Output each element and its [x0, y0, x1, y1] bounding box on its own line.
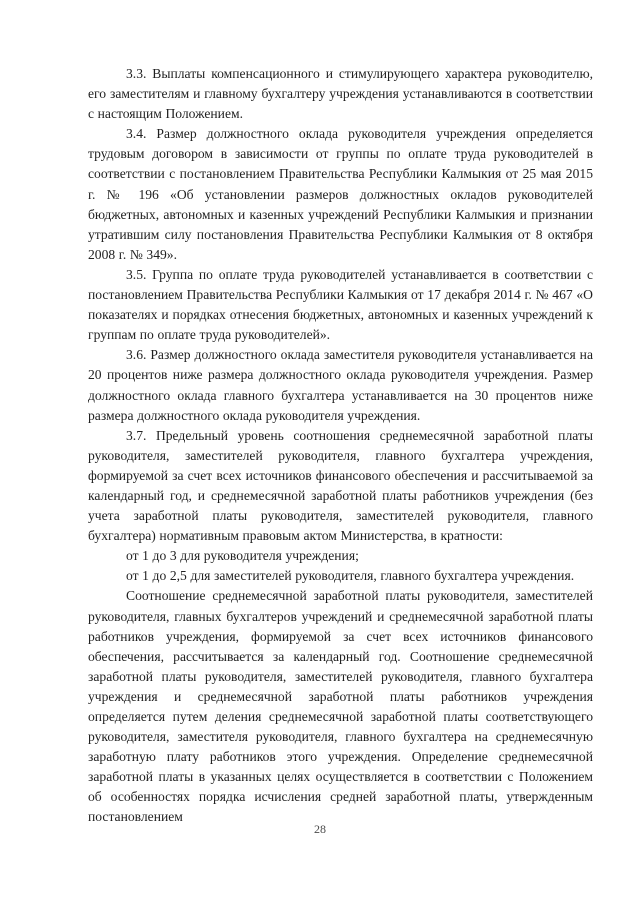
paragraph-3-4: 3.4. Размер должностного оклада руководителя учреждения определяется трудовым договором в зависимости от группы по оплате труда руководителей в соответствии с постановлением Правительства Республики Калмыкия от 25 мая 2015 г. № 196 «Об установлении размеров должностных окладов руководителей бюджетных, автономных и казенных учреждений Республики Калмыкия и признании утратившим силу постановления Правительства Республики Калмыкия от 8 октября 2008 г. № 349».	[88, 126, 593, 262]
page-number: 28	[314, 822, 326, 836]
paragraph-3-6: 3.6. Размер должностного оклада заместителя руководителя устанавливается на 20 процентов ниже размера должностного оклада руководителя учреждения. Размер должностного оклада главного бухгалтера устанавливается на 30 процентов ниже размера должностного оклада руководителя учреждения.	[88, 347, 593, 423]
ratio-item-deputies: от 1 до 2,5 для заместителей руководителя, главного бухгалтера учреждения.	[126, 568, 575, 584]
ratio-item-head: от 1 до 3 для руководителя учреждения;	[126, 548, 359, 564]
paragraph-3-5: 3.5. Группа по оплате труда руководителей устанавливается в соответствии с постановлением Правительства Республики Калмыкия от 17 декабря 2014 г. № 467 «О показателях и порядках отнесения бюджетных, автономных и казенных учреждений к группам по оплате труда руководителей».	[88, 266, 593, 343]
paragraph-ratio-calculation: Соотношение среднемесячной заработной платы руководителя, заместителей руководителя, главных бухгалтеров учреждений и среднемесячной заработной платы работников учреждения, формируемой за счет всех источников финансового обеспечения, рассчитывается за календарный год. Соотношение среднемесячной заработной платы руководителя, заместителей руководителя, главного бухгалтера учреждения и среднемесячной заработной платы работников учреждения определяется путем деления среднемесячной заработной платы соответствующего руководителя, заместителя руководителя, главного бухгалтера на среднемесячную заработную плату работников этого учреждения. Определение среднемесячной заработной платы в указанных целях осуществляется в соответствии с Положением об особенностях порядка исчисления средней заработной платы, утвержденным постановлением	[88, 588, 593, 825]
paragraph-3-3: 3.3. Выплаты компенсационного и стимулирующего характера руководителю, его заместителям и главному бухгалтеру учреждения устанавливаются в соответствии с настоящим Положением.	[88, 66, 593, 122]
document-body	[88, 64, 593, 828]
paragraph-3-7: 3.7. Предельный уровень соотношения среднемесячной заработной платы руководителя, заместителей руководителя, главного бухгалтера учреждения, формируемой за счет всех источников финансового обеспечения и рассчитываемой за календарный год, и среднемесячной заработной платы работников учреждения (без учета заработной платы руководителя, заместителей руководителя, главного бухгалтера) нормативным правовым актом Министерства, в кратности:	[88, 427, 593, 544]
